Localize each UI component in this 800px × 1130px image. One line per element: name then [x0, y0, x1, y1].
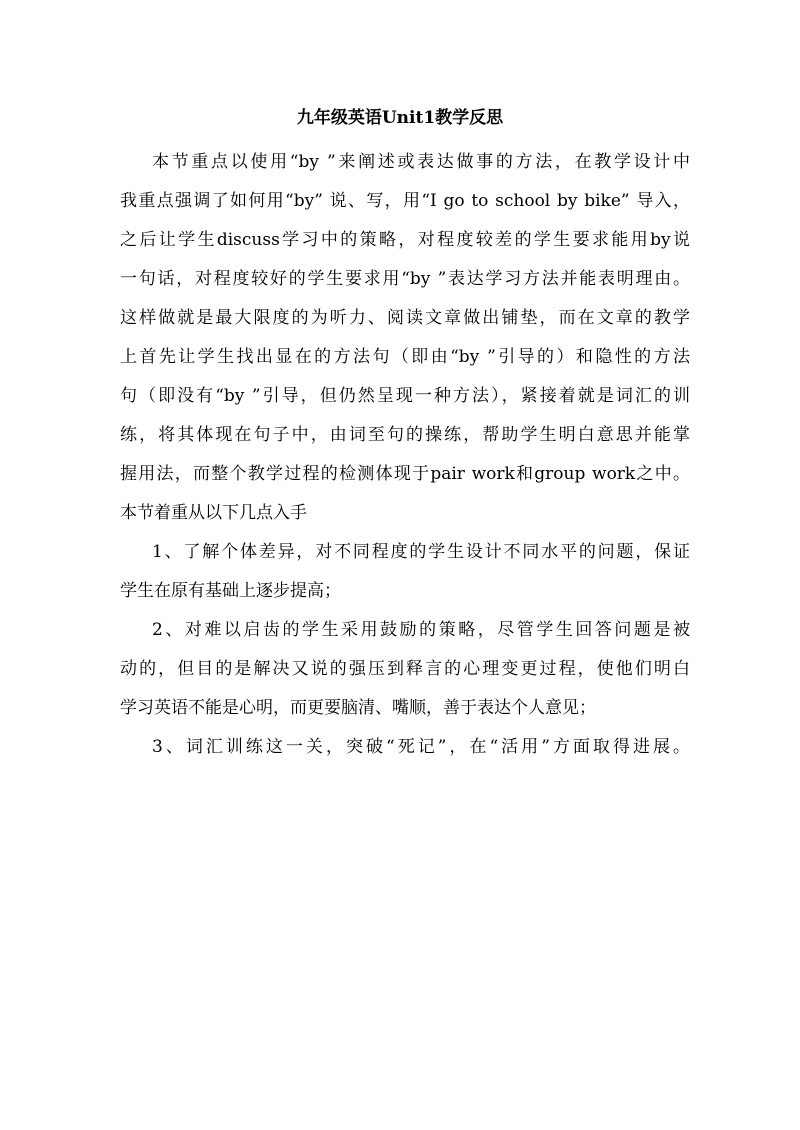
- point1-line-2: 学生在原有基础上逐步提高；: [120, 581, 341, 601]
- intro-line-3: 之后让学生discuss学习中的策略，对程度较差的学生要求能用by说: [120, 230, 690, 250]
- point1-line-1: 1、了解个体差异，对不同程度的学生设计不同水平的问题，保证: [152, 542, 690, 562]
- intro-line-9: 握用法，而整个教学过程的检测体现于pair work和group work之中。: [120, 464, 690, 484]
- intro-line-6: 上首先让学生找出显在的方法句（即由“by ”引导的）和隐性的方法: [120, 347, 690, 367]
- intro-line-5: 这样做就是最大限度的为听力、阅读文章做出铺垫，而在文章的教学: [120, 308, 690, 328]
- intro-line-2: 我重点强调了如何用“by” 说、写，用“I go to school by bike” 导入，: [120, 191, 690, 211]
- intro-line-1: 本节重点以使用“by ”来阐述或表达做事的方法，在教学设计中: [152, 152, 690, 172]
- point2-line-1: 2、对难以启齿的学生采用鼓励的策略，尽管学生回答问题是被: [152, 620, 690, 640]
- intro-line-8: 练，将其体现在句子中，由词至句的操练，帮助学生明白意思并能掌: [120, 425, 690, 445]
- point2-line-2: 动的，但目的是解决又说的强压到释言的心理变更过程，使他们明白: [120, 659, 690, 679]
- point3-line-1: 3、词汇训练这一关，突破“死记”，在“活用”方面取得进展。: [152, 737, 690, 757]
- intro-line-7: 句（即没有“by ”引导，但仍然呈现一种方法），紧接着就是词汇的训: [120, 386, 690, 406]
- intro-line-4: 一句话，对程度较好的学生要求用“by ”表达学习方法并能表明理由。: [120, 269, 690, 289]
- point2-line-3: 学习英语不能是心明，而更要脑清、嘴顺，善于表达个人意见；: [120, 698, 596, 718]
- intro-line-10: 本节着重从以下几点入手: [120, 503, 307, 523]
- document-title: 九年级英语Unit1教学反思: [296, 108, 504, 128]
